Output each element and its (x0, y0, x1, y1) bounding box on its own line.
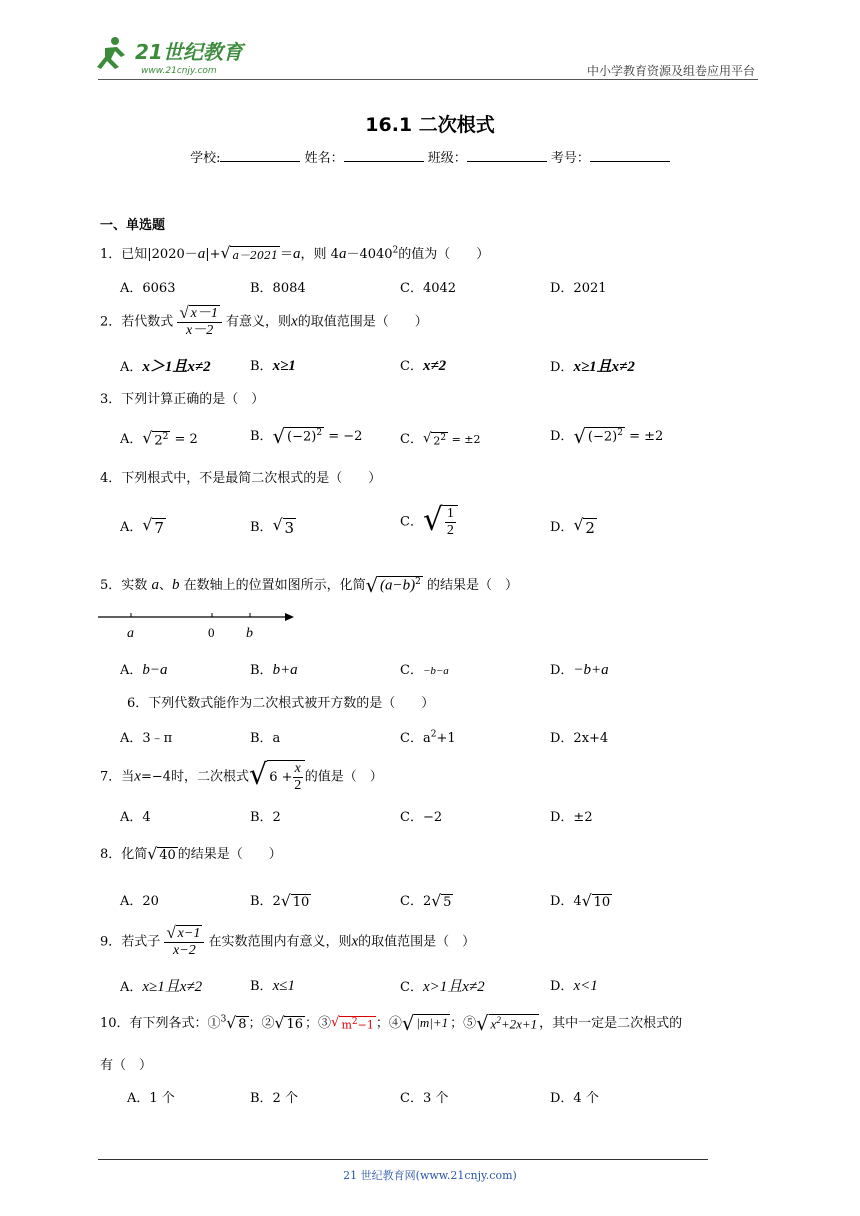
q7-option-c[interactable]: C．−2 (400, 810, 443, 825)
q10-option-c[interactable]: C．3 个 (400, 1091, 449, 1106)
question-2: 2．若代数式 √ x－1 x－2 有意义，则x的取值范围是（ ） (100, 303, 428, 339)
question-3: 3．下列计算正确的是（ ） (100, 392, 265, 407)
q7-option-a[interactable]: A．4 (120, 810, 151, 825)
question-10-line-2: 有（ ） (100, 1058, 153, 1073)
section-heading: 一、单选题 (100, 218, 166, 233)
class-blank[interactable] (467, 150, 547, 162)
number-line-a: a (127, 626, 134, 641)
q8-option-d[interactable]: D．4 √ 10 (550, 891, 611, 910)
q9-option-d[interactable]: D．x<1 (550, 978, 598, 994)
fraction: √ x－1 x－2 (177, 305, 221, 339)
name-blank[interactable] (344, 150, 424, 162)
q3-option-d[interactable]: D． √ $(-2)^2$ = ±2 (550, 424, 664, 448)
question-8: 8．化简 √ 40 的结果是（ ） (100, 844, 282, 863)
q5-option-d[interactable]: D．−b+a (550, 662, 609, 678)
class-label: 班级： (427, 151, 467, 166)
question-7: 7．当x=−4时，二次根式 √ 6 + $\frac{x}{2}$ 的值是（ ） (100, 757, 383, 794)
q5-option-b[interactable]: B．b+a (250, 662, 298, 678)
q9-option-c[interactable]: C．x>1且x≠2 (400, 979, 485, 995)
question-5: 5．实数 a、b 在数轴上的位置如图所示，化简 √ $(a-b)^2$ 的结果是（ ） (100, 573, 519, 597)
header-platform-text: 中小学教育资源及组卷应用平台 (586, 64, 755, 78)
name-label: 姓名： (304, 151, 344, 166)
q10-option-b[interactable]: B．2 个 (250, 1091, 298, 1106)
student-info (0, 147, 860, 166)
q6-option-d[interactable]: D．2x+4 (550, 731, 609, 746)
school-label: 学校: (190, 151, 221, 166)
q2-option-c[interactable]: C．x≠2 (400, 358, 447, 374)
q1-option-c[interactable]: C．4042 (400, 281, 457, 296)
q8-option-a[interactable]: A．20 (120, 894, 159, 909)
q4-option-b[interactable]: B． √ 3 (250, 516, 295, 537)
q4-option-d[interactable]: D． √ 2 (550, 516, 595, 537)
number-line-b: b (246, 626, 253, 641)
question-1: 1．已知|2020－a|+ √ a－2021 ＝a，则 $4a-4040^2$的值为（ ） (100, 244, 490, 262)
q4-option-c[interactable]: C． √ $\frac{1}{2}$ (400, 505, 458, 539)
number-line-zero: 0 (208, 625, 215, 640)
q6-option-b[interactable]: B．a (250, 731, 281, 746)
q3-option-a[interactable]: A． √ $2^2$ = 2 (120, 428, 198, 449)
q2-option-d[interactable]: D．x≥1且x≠2 (550, 359, 635, 375)
footer-link[interactable]: 21 世纪教育网(www.21cnjy.com) (343, 1169, 517, 1182)
q1-option-a[interactable]: A．6063 (120, 281, 176, 296)
q9-option-a[interactable]: A．x≥1且x≠2 (120, 979, 203, 995)
page-title: 16.1 二次根式 (365, 114, 495, 136)
q6-option-c[interactable]: C．$a^2+1$ (400, 729, 456, 746)
q9-option-b[interactable]: B．x≤1 (250, 978, 295, 994)
q1-option-b[interactable]: B．8084 (250, 281, 306, 296)
logo-text: 21世纪教育 (135, 40, 243, 64)
exam-number-label: 考号： (550, 151, 590, 166)
question-10: 10．有下列各式：①$^3$ √ 8 ；② √ 16 ；③ √ $m^2-1$ ；④ √ |m|+1 ；⑤ √ $x^2+2x+1$ ，其中一定是二次根式的 (100, 1011, 683, 1035)
number-line (98, 608, 298, 644)
question-4: 4．下列根式中，不是最简二次根式的是（ ） (100, 471, 382, 486)
question-6: 6．下列代数式能作为二次根式被开方数的是（ ） (127, 696, 435, 711)
logo-url: www.21cnjy.com (141, 66, 217, 76)
q7-option-b[interactable]: B．2 (250, 810, 281, 825)
q10-option-d[interactable]: D．4 个 (550, 1091, 599, 1106)
q10-option-a[interactable]: A．1 个 (127, 1091, 175, 1106)
radical: √ a－2021 (220, 244, 279, 262)
q5-option-a[interactable]: A．b−a (120, 662, 168, 678)
school-blank[interactable] (220, 150, 300, 162)
header-divider (98, 79, 758, 80)
q7-option-d[interactable]: D．±2 (550, 810, 593, 825)
site-logo (95, 33, 265, 78)
exam-number-blank[interactable] (590, 150, 670, 162)
q4-option-a[interactable]: A． √ 7 (120, 516, 164, 537)
q6-option-a[interactable]: A．3﹣π (120, 731, 173, 746)
q3-option-c[interactable]: C． √ $2^2$ = ±2 (400, 431, 481, 448)
q1-option-d[interactable]: D．2021 (550, 281, 607, 296)
q2-option-b[interactable]: B．x≥1 (250, 358, 296, 374)
q8-option-c[interactable]: C．2 √ 5 (400, 891, 452, 910)
q3-option-b[interactable]: B． √ $(-2)^2$ = −2 (250, 424, 363, 448)
q5-option-c[interactable]: C．−b−a (400, 663, 449, 678)
question-9: 9．若式子 √ x−1 x−2 在实数范围内有意义，则x的取值范围是（ ） (100, 923, 476, 959)
q2-option-a[interactable]: A．x＞1且x≠2 (120, 359, 211, 375)
footer-divider (98, 1159, 708, 1160)
q8-option-b[interactable]: B．2 √ 10 (250, 891, 310, 910)
